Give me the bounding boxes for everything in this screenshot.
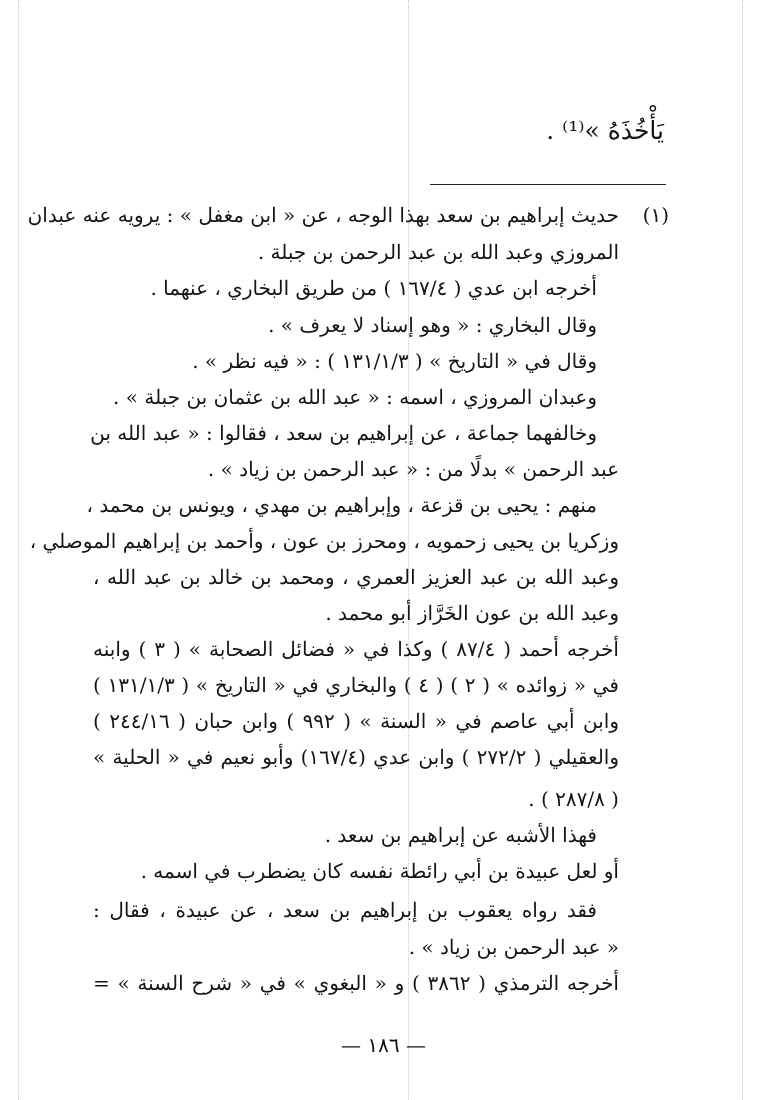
footnote-line: أخرجه أحمد ( ٨٧/٤ ) وكذا في « فضائل الصحابة » ( ٣ ) وابنه — [93, 637, 619, 661]
footnote-line: أخرجه ابن عدي ( ١٦٧/٤ ) من طريق البخاري ، عنهما . — [150, 276, 597, 300]
footnote-line: فقد رواه يعقوب بن إبراهيم بن سعد ، عن عبيدة ، فقال : — [93, 898, 597, 922]
footnote-line: أخرجه الترمذي ( ٣٨٦٢ ) و « البغوي » في « شرح السنة » = — [93, 971, 619, 995]
footnote-line: وزكريا بن يحيى زحمويه ، ومحرز بن عون ، وأحمد بن إبراهيم الموصلي ، — [29, 529, 619, 553]
footnote-line: ( ٢٨٧/٨ ) . — [528, 787, 619, 811]
footnote-number: (١) — [642, 203, 669, 227]
footnote-line: وقال في « التاريخ » ( ١٣١/١/٣ ) : « فيه نظر » . — [192, 349, 597, 373]
footnote-line: فهذا الأشبه عن إبراهيم بن سعد . — [324, 823, 597, 847]
footnote-line: والعقيلي ( ٢٧٢/٢ ) وابن عدي (١٦٧/٤) وأبو نعيم في « الحلية » — [93, 745, 619, 769]
footnote-line: وقال البخاري : « وهو إسناد لا يعرف » . — [268, 313, 597, 337]
footnote-line: أو لعل عبيدة بن أبي رائطة نفسه كان يضطرب في اسمه . — [140, 859, 619, 883]
footnote-line: « عبد الرحمن بن زياد » . — [408, 935, 619, 959]
footnote-line: وابن أبي عاصم في « السنة » ( ٩٩٢ ) وابن حبان ( ٢٤٤/١٦ ) — [93, 709, 620, 733]
scan-guide-line — [18, 0, 19, 1100]
main-text-line: يَأْخُذَهُ »⁽¹⁾ . — [546, 116, 664, 145]
footnote-line: حديث إبراهيم بن سعد بهذا الوجه ، عن « ابن مغفل » : يرويه عنه عبدان — [27, 203, 619, 227]
footnote-line: منهم : يحيى بن قزعة ، وإبراهيم بن مهدي ، ويونس بن محمد ، — [86, 493, 597, 517]
footnote-line: وخالفهما جماعة ، عن إبراهيم بن سعد ، فقالوا : « عبد الله بن — [90, 421, 597, 445]
footnote-line: عبد الرحمن » بدلًا من : « عبد الرحمن بن زياد » . — [207, 457, 619, 481]
footnote-separator — [430, 184, 666, 185]
footnote-line: المروزي وعبد الله بن عبد الرحمن بن جبلة . — [257, 240, 619, 264]
footnote-line: في « زوائده » ( ٢ ) ( ٤ ) والبخاري في « التاريخ » ( ١٣١/١/٣ ) — [93, 673, 619, 697]
page-number: — ١٨٦ — — [341, 1033, 426, 1057]
footnote-line: وعبد الله بن عون الخَرَّاز أبو محمد . — [325, 601, 619, 625]
footnote-line: وعبد الله بن عبد العزيز العمري ، ومحمد بن خالد بن عبد الله ، — [93, 565, 619, 589]
footnote-line: وعبدان المروزي ، اسمه : « عبد الله بن عثمان بن جبلة » . — [113, 385, 597, 409]
scan-guide-line — [742, 0, 743, 1100]
